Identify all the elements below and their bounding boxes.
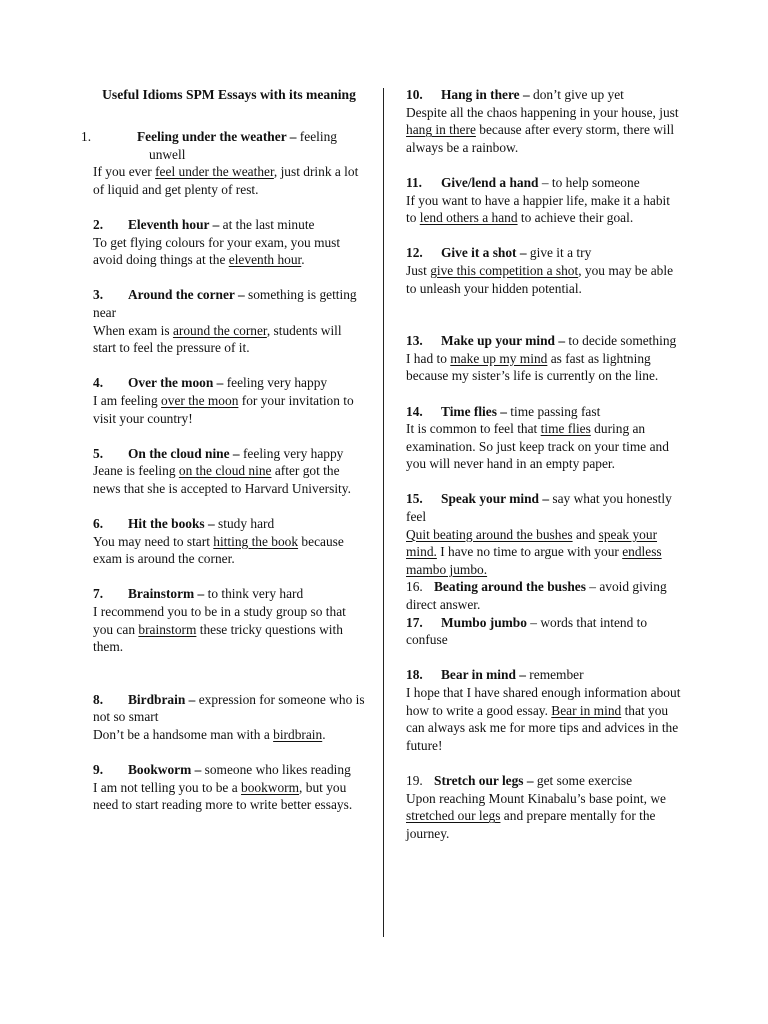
idiom-entry: [93, 691, 365, 744]
idiom-number: 18.: [406, 667, 423, 683]
idiom-heading: [406, 332, 681, 350]
underlined-idiom: lend others a hand: [419, 210, 518, 226]
right-column: [406, 86, 681, 860]
idiom-term: Hang in there –: [441, 87, 530, 102]
idiom-entry: [93, 761, 365, 814]
idiom-meaning: – words that intend to confuse: [406, 614, 648, 648]
idiom-term: Birdbrain –: [128, 691, 196, 707]
idiom-number: 5.: [93, 445, 104, 461]
idiom-example: [93, 533, 365, 568]
idiom-term: Bookworm –: [128, 762, 202, 778]
idiom-heading: [406, 244, 681, 262]
idiom-heading: [406, 614, 681, 649]
idiom-number: 6.: [93, 516, 104, 532]
idiom-entry: [406, 86, 681, 156]
idiom-entry: [406, 244, 681, 297]
idiom-meaning: say what you honestly feel: [406, 491, 672, 525]
column-divider: [383, 88, 384, 937]
example-text: Despite all the chaos happening in your house, just: [406, 104, 679, 120]
idiom-term: Make up your mind –: [441, 333, 566, 349]
idiom-meaning: remember: [525, 667, 584, 683]
underlined-idiom: over the moon: [161, 392, 239, 408]
underlined-idiom: hitting the book: [213, 533, 299, 549]
idiom-meaning: expression for someone who is not so smart: [93, 691, 365, 725]
example-text: and prepare mentally for the journey.: [406, 808, 656, 841]
example-text: If you want to have a happier life, make it a habit to: [406, 192, 670, 226]
underlined-idiom: birdbrain: [273, 727, 323, 742]
idiom-entry: [406, 666, 681, 754]
idiom-meaning: don’t give up yet: [529, 87, 624, 102]
idiom-number: 14.: [406, 403, 423, 419]
example-text: and: [572, 526, 599, 542]
example-text: I am feeling: [93, 392, 162, 408]
idiom-term: Hit the books –: [128, 516, 215, 532]
idiom-example: [93, 234, 365, 269]
idiom-heading: [406, 490, 681, 525]
idiom-example: [406, 790, 681, 843]
idiom-term: Time flies –: [441, 403, 507, 419]
document-title: Useful Idioms SPM Essays with its meaning: [102, 87, 356, 102]
example-text: Jeane is feeling: [93, 463, 179, 479]
idiom-term: On the cloud nine –: [128, 445, 240, 461]
idiom-heading: [93, 216, 365, 234]
idiom-number: 2.: [93, 216, 104, 232]
idiom-meaning: something is getting near: [93, 287, 357, 320]
example-text: You may need to start: [93, 533, 214, 549]
idiom-heading: [93, 374, 365, 392]
idiom-term: Mumbo jumbo: [441, 614, 527, 630]
idiom-number: 9.: [93, 762, 104, 778]
idiom-entry: [406, 403, 681, 473]
idiom-meaning: get some exercise: [533, 772, 633, 788]
idiom-entry: [406, 490, 681, 578]
idiom-number: 15.: [406, 491, 423, 507]
idiom-entry: [93, 585, 365, 655]
example-text: To get flying colours for your exam, you must avoid doing things at the: [93, 234, 341, 268]
idiom-heading: [406, 174, 681, 192]
example-text: as fast as lightning because my sister’s life is currently on the line.: [406, 350, 659, 384]
idiom-heading: [93, 585, 365, 603]
idiom-term: Bear in mind –: [441, 667, 526, 683]
idiom-number: 8.: [93, 691, 104, 707]
idiom-number: 17.: [406, 614, 423, 630]
idiom-entry: [406, 174, 681, 227]
idiom-number: 16.: [406, 579, 423, 595]
idiom-entry: [93, 374, 365, 427]
idiom-term: Feeling under the weather –: [137, 129, 297, 144]
example-text: because exam is around the corner.: [93, 533, 344, 567]
underlined-idiom: bookworm: [241, 779, 300, 795]
underlined-idiom: eleventh hour: [228, 252, 302, 268]
idiom-number: 19.: [406, 772, 423, 788]
underlined-idiom: speak your mind.: [406, 526, 658, 560]
example-text: Upon reaching Mount Kinabalu’s base point, we: [406, 790, 666, 806]
idiom-meaning: feeling unwell: [149, 129, 337, 162]
idiom-heading: [93, 445, 365, 463]
idiom-example: [406, 526, 681, 579]
idiom-example: [406, 104, 681, 157]
example-text: I have no time to argue with your: [436, 544, 623, 560]
example-text: When exam is: [93, 322, 173, 338]
underlined-idiom: time flies: [540, 421, 591, 437]
idiom-term: Brainstorm –: [128, 586, 205, 602]
underlined-idiom: endless mambo jumbo.: [406, 544, 662, 577]
idiom-meaning: to think very hard: [204, 586, 304, 602]
idiom-heading: [406, 578, 681, 613]
idiom-number: 13.: [406, 333, 423, 349]
idiom-heading: [406, 772, 681, 790]
idiom-term: Over the moon –: [128, 375, 224, 391]
idiom-meaning: time passing fast: [506, 403, 601, 419]
idiom-term: Give it a shot –: [441, 245, 527, 261]
underlined-idiom: give this competition a shot: [430, 262, 579, 278]
idiom-example: [406, 350, 681, 385]
idiom-term: Around the corner –: [128, 287, 245, 303]
idiom-heading: [93, 286, 365, 321]
idiom-entry: [93, 515, 365, 568]
idiom-example: [93, 779, 365, 814]
example-text: Don’t be a handsome man with a: [93, 727, 274, 742]
underlined-idiom: make up my mind: [450, 350, 548, 366]
underlined-idiom: brainstorm: [138, 621, 197, 637]
idiom-term: Stretch our legs –: [434, 772, 534, 788]
idiom-meaning: – to help someone: [538, 174, 640, 190]
idiom-meaning: at the last minute: [219, 216, 315, 232]
example-text: I hope that I have shared enough information about how to write a good essay.: [406, 685, 681, 718]
idiom-entry: [93, 445, 365, 498]
idiom-meaning: feeling very happy: [239, 445, 344, 461]
idiom-term: Speak your mind –: [441, 491, 550, 507]
idiom-meaning: study hard: [214, 516, 275, 532]
idiom-number: 3.: [93, 287, 104, 303]
idiom-heading: [406, 403, 681, 421]
underlined-idiom: around the corner: [172, 322, 267, 338]
example-text: .: [322, 727, 326, 742]
idiom-meaning: to decide something: [565, 333, 677, 349]
idiom-example: [406, 192, 681, 227]
idiom-entry: [406, 332, 681, 385]
example-text: , you may be able to unleash your hidden potential.: [406, 262, 674, 296]
left-column: [81, 86, 365, 832]
idiom-entry: [93, 286, 365, 356]
idiom-heading: [93, 691, 365, 726]
example-text: these tricky questions with them.: [93, 621, 343, 655]
idiom-example: [93, 322, 365, 357]
idiom-list-left: [81, 128, 365, 814]
idiom-entry: [406, 578, 681, 613]
example-text: Just: [406, 262, 431, 278]
example-text: It is common to feel that: [406, 421, 541, 437]
idiom-example: [93, 603, 365, 656]
idiom-number: 10.: [406, 87, 423, 102]
example-text: because after every storm, there will always be a rainbow.: [406, 122, 675, 155]
idiom-term: Beating around the bushes: [434, 579, 586, 595]
example-text: If you ever: [93, 164, 156, 180]
example-text: during an examination. So just keep track on your time and you will never hand in an empty paper.: [406, 421, 669, 472]
idiom-example: [93, 163, 365, 198]
idiom-number: 1.: [81, 129, 92, 144]
idiom-meaning: feeling very happy: [223, 375, 328, 391]
idiom-heading: [81, 128, 365, 163]
example-text: I recommend you to be in a study group so that you can: [93, 604, 346, 637]
idiom-entry: [81, 128, 365, 198]
idiom-example: [406, 262, 681, 297]
idiom-term: Eleventh hour –: [128, 216, 220, 232]
underlined-idiom: hang in there: [406, 122, 476, 138]
example-text: , but you need to start reading more to write better essays.: [93, 779, 353, 813]
idiom-example: [93, 462, 365, 497]
idiom-number: 4.: [93, 375, 104, 391]
idiom-number: 12.: [406, 245, 423, 261]
idiom-entry: [93, 216, 365, 269]
idiom-example: [93, 726, 365, 744]
idiom-example: [406, 420, 681, 473]
idiom-number: 11.: [406, 174, 422, 190]
idiom-term: Give/lend a hand: [441, 174, 539, 190]
idiom-heading: [93, 761, 365, 779]
example-text: I had to: [406, 350, 451, 366]
underlined-idiom: stretched our legs: [406, 808, 501, 824]
idiom-example: [406, 684, 681, 754]
idiom-heading: [93, 515, 365, 533]
idiom-entry: [406, 772, 681, 842]
idiom-number: 7.: [93, 586, 104, 602]
underlined-idiom: Bear in mind: [551, 702, 622, 718]
idiom-entry: [406, 614, 681, 649]
idiom-meaning: give it a try: [526, 245, 592, 261]
idiom-heading: [406, 86, 681, 104]
example-text: to achieve their goal.: [517, 210, 634, 226]
underlined-idiom: feel under the weather: [155, 164, 274, 180]
idiom-heading: [406, 666, 681, 684]
idiom-example: [93, 392, 365, 427]
underlined-idiom: on the cloud nine: [178, 463, 272, 479]
idiom-list-right: [406, 86, 681, 842]
example-text: I am not telling you to be a: [93, 779, 242, 795]
example-text: that you can always ask me for more tips and advices in the future!: [406, 702, 679, 753]
underlined-idiom: Quit beating around the bushes: [406, 526, 573, 542]
example-text: for your invitation to visit your country!: [93, 392, 354, 426]
example-text: , just drink a lot of liquid and get plenty of rest.: [93, 164, 359, 197]
idiom-meaning: someone who likes reading: [201, 762, 351, 778]
example-text: after got the news that she is accepted to Harvard University.: [93, 463, 351, 496]
idiom-meaning: – avoid giving direct answer.: [406, 579, 667, 613]
example-text: .: [301, 252, 305, 268]
example-text: , students will start to feel the pressure of it.: [93, 322, 342, 356]
